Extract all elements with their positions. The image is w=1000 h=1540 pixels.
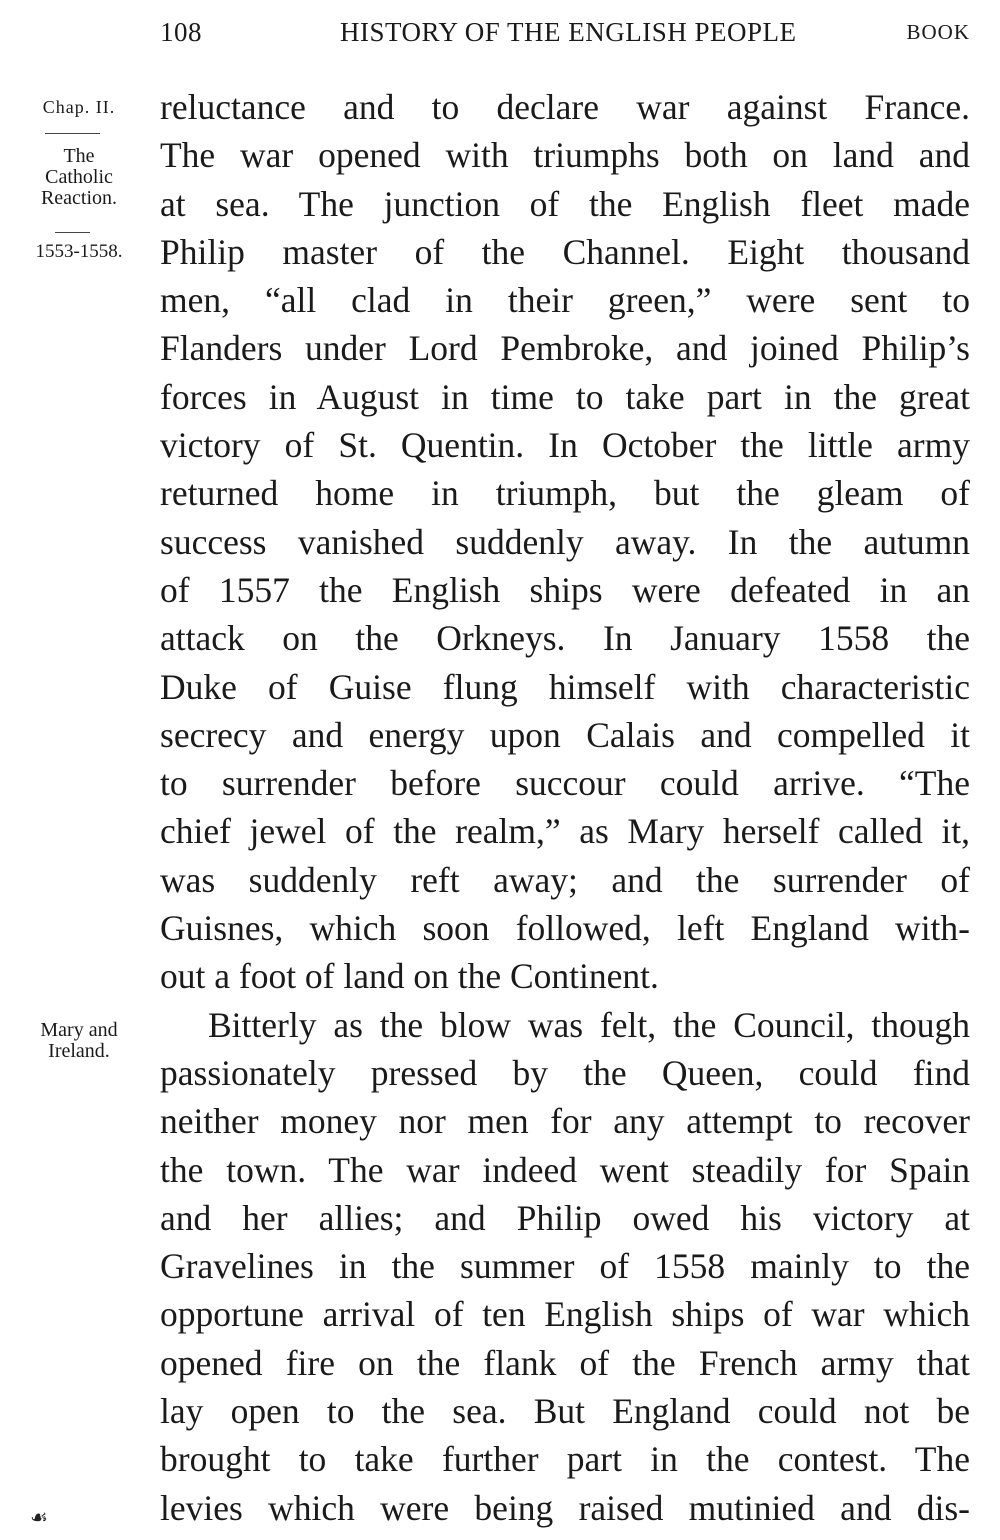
paragraph-2 — [160, 1001, 970, 1532]
text-line: the town. The war indeed went steadily for Spain — [160, 1149, 970, 1190]
text-line: and her allies; and Philip owed his victory at — [160, 1197, 970, 1238]
text-line: opportune arrival of ten English ships of war which — [160, 1294, 970, 1335]
sidenote-rule — [55, 232, 90, 233]
text-line: chief jewel of the realm,” as Mary herself called it, — [160, 811, 970, 852]
text-line: men, “all clad in their green,” were sent to — [160, 280, 970, 321]
book-label: BOOK — [906, 19, 970, 44]
text-line: lay open to the sea. But England could not be — [160, 1391, 970, 1432]
topic-line: Catholic — [45, 166, 113, 188]
text-line: levies which were being raised mutinied and dis- — [160, 1487, 970, 1528]
text-line: Guisnes, which soon followed, left England with- — [160, 908, 970, 949]
text-line: attack on the Orkneys. In January 1558 the — [160, 618, 970, 659]
text-line: at sea. The junction of the English fleet made — [160, 183, 970, 224]
paragraph-1 — [160, 83, 970, 1001]
printer-ornament-icon: ☙ — [30, 1505, 48, 1529]
text-line: neither money nor men for any attempt to recover — [160, 1101, 970, 1142]
text-line: brought to take further part in the contest. The — [160, 1439, 970, 1480]
dates-sidenote: 1553-1558. — [35, 241, 123, 262]
text-line: Flanders under Lord Pembroke, and joined Philip’s — [160, 328, 970, 369]
topic-line: Ireland. — [48, 1040, 110, 1062]
body-text — [160, 83, 970, 1532]
text-line: secrecy and energy upon Calais and compelled it — [160, 714, 970, 755]
chapter-sidenote: Chap. II. — [42, 97, 116, 117]
topic-line: Reaction. — [40, 187, 118, 209]
text-line: The war opened with triumphs both on land and — [160, 135, 970, 176]
text-line: opened fire on the flank of the French army that — [160, 1342, 970, 1383]
page-number: 108 — [160, 16, 202, 47]
topic-line: The — [63, 145, 95, 167]
topic-sidenote — [14, 146, 144, 209]
text-line: to surrender before succour could arrive. “The — [160, 763, 970, 804]
text-line: returned home in triumph, but the gleam of — [160, 473, 970, 514]
text-line: Duke of Guise flung himself with characteristic — [160, 666, 970, 707]
text-line: success vanished suddenly away. In the autumn — [160, 521, 970, 562]
text-line: reluctance and to declare war against France. — [160, 87, 970, 127]
running-head — [160, 14, 970, 50]
mary-ireland-sidenote — [14, 1020, 144, 1062]
sidenote-rule — [45, 133, 100, 134]
text-line: passionately pressed by the Queen, could find — [160, 1052, 970, 1093]
text-line: was suddenly reft away; and the surrender of — [160, 859, 970, 900]
text-line: Philip master of the Channel. Eight thousand — [160, 231, 970, 272]
text-line: out a foot of land on the Continent. — [160, 956, 659, 997]
text-line: Bitterly as the blow was felt, the Council, though — [208, 1004, 970, 1045]
topic-line: Mary and — [40, 1019, 118, 1041]
text-line: victory of St. Quentin. In October the little army — [160, 425, 970, 466]
text-line: Gravelines in the summer of 1558 mainly to the — [160, 1246, 970, 1287]
text-line: forces in August in time to take part in the great — [160, 376, 970, 417]
running-title: HISTORY OF THE ENGLISH PEOPLE — [339, 16, 797, 47]
text-line: of 1557 the English ships were defeated in an — [160, 569, 970, 610]
